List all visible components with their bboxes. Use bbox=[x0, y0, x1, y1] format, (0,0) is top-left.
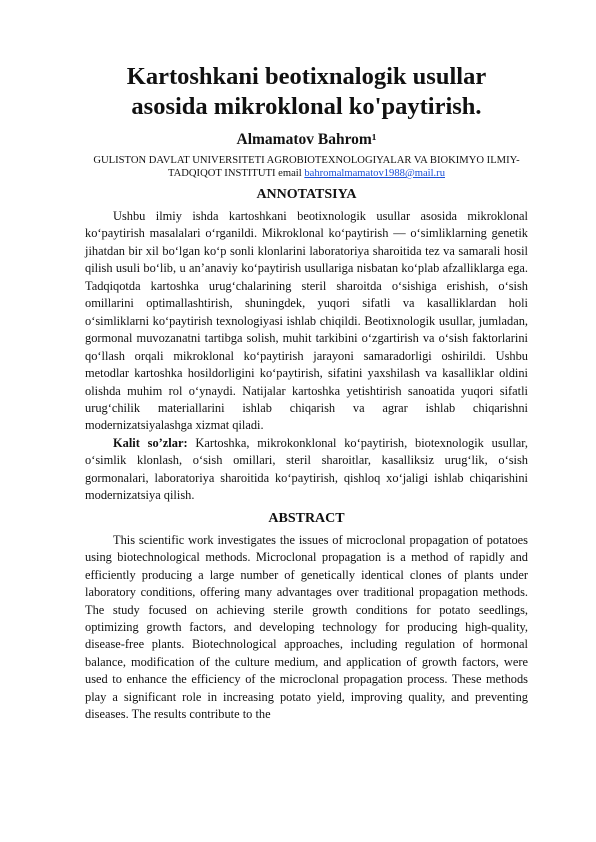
affiliation-line-2: TADQIQOT INSTITUTI email bbox=[167, 168, 305, 179]
author-name: Almamatov Bahrom¹ bbox=[236, 131, 377, 148]
annotation-heading: ANNOTATSIYA bbox=[256, 187, 357, 202]
abstract-text: This scientific work investigates the issues of microclonal propagation of potatoes using biotechnological methods. Microclonal propagation is a method of rapidly and efficiently producing a large number of genetically identical clones of plants under laboratory conditions, offering many advantages over traditional propagation methods. The study focused on achieving sterile growth conditions for potato seedlings, optimizing growth factors, and developing technology for producing high-quality, disease-free plants. Biotechnological approaches, including regulation of hormonal balance, modification of the culture medium, and application of growth factors, were used to enhance the efficiency of the microclonal propagation process. These methods play a significant role in increasing potato yield, improving quality, and preventing diseases. The results contribute to the bbox=[85, 532, 528, 722]
affiliation-line-1: GULISTON DAVLAT UNIVERSITETI AGROBIOTEXNOLOGIYALAR VA BIOKIMYO ILMIY- bbox=[93, 155, 520, 166]
affiliation bbox=[85, 154, 528, 180]
keywords-paragraph bbox=[85, 435, 528, 505]
annotation-text: Ushbu ilmiy ishda kartoshkani beotixnologik usullar asosida mikroklonal ko‘paytirish masalalari o‘rganildi. Mikroklonal ko‘paytirish — o‘simliklarning genetik jihatdan bir xil bo‘lgan ko‘p sonli klonlarini laboratoriya sharoitida tez va samarali hosil qilish usuli bo‘lib, u an’anaviy ko‘paytirish usullariga nisbatan ko‘plab afzalliklarga ega. Tadqiqotda kartoshka urug‘chalarining steril sharoitda o‘sishiga erishish, o‘sish omillarini optimallashtirish, shuningdek, yuqori sifatli va kasalliklardan holi o‘simliklarni ko‘paytirish texnologiyasi ishlab chiqildi. Beotixnologik usullar, jumladan, gormonal muvozanatni tartibga solish, muhit tarkibini o‘zgartirish va o‘sish faktorlarini qo‘llash orqali mikroklonal ko‘paytirish jarayoni samaradorligi oshirildi. Ushbu metodlar kartoshka hosildorligini ko‘paytirish, sifatini yaxshilash va kasalliklar oldini olishda muhim rol o‘ynaydi. Natijalar kartoshka yetishtirish sanoatida yuqori sifatli urug‘chilik materiallarini ishlab chiqarish va agrar ishlab chiqarishni modernizatsiyalashga xizmat qiladi. bbox=[85, 209, 528, 433]
keywords-label: Kalit so’zlar: bbox=[113, 435, 188, 450]
abstract-heading: ABSTRACT bbox=[268, 510, 345, 526]
title-line-2: asosida mikroklonal ko'paytirish. bbox=[131, 93, 482, 120]
email-link[interactable]: bahromalmamatov1988@mail.ru bbox=[304, 168, 446, 179]
keywords-text: Kartoshka, mikrokonklonal ko‘paytirish, biotexnologik usullar, o‘simlik klonlash, o‘sish omillari, steril sharoitlar, kasalliksiz urug‘lik, o‘sish gormonalari, laboratoriya sharoitida ko‘paytirish, qishloq xo‘jaligi ishlab chiqarishini modernizatsiya qilish. bbox=[85, 435, 528, 503]
paper-title bbox=[85, 62, 528, 122]
title-line-1: Kartoshkani beotixnalogik usullar bbox=[126, 63, 487, 90]
